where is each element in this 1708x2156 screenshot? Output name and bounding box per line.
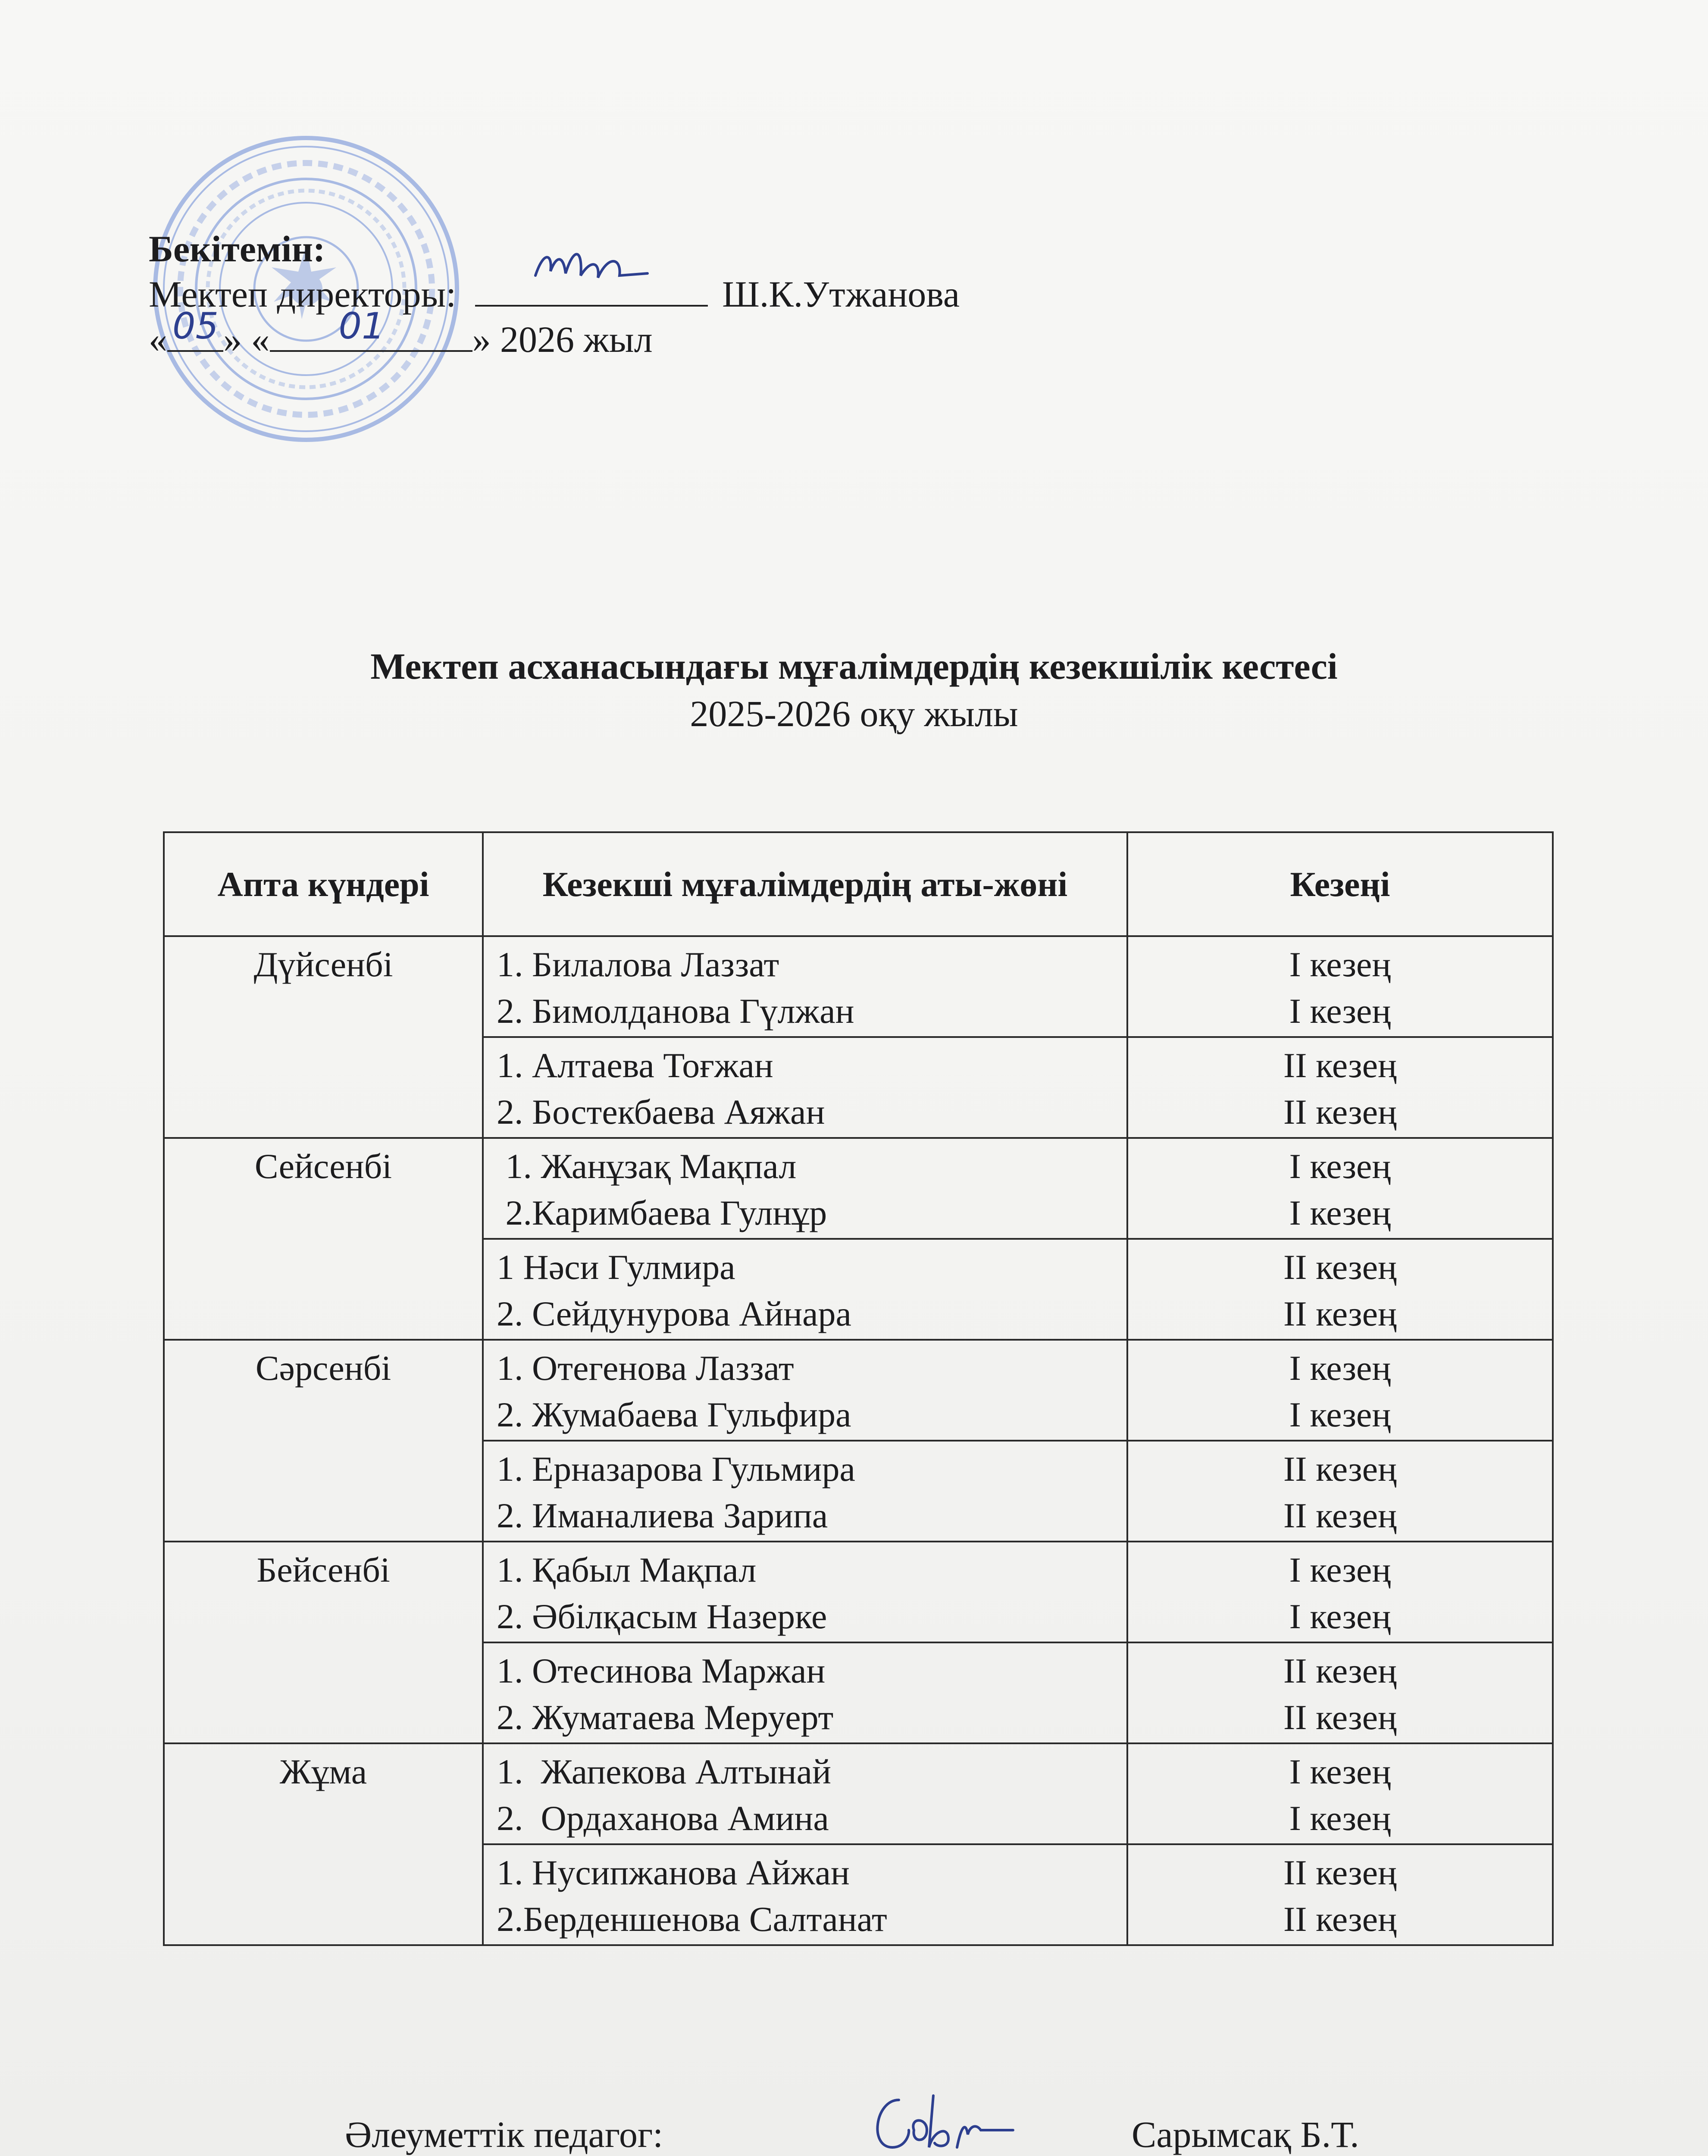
period-cell: [1127, 1340, 1553, 1441]
period-label: ІІ кезең: [1283, 1092, 1397, 1131]
period-cell: [1127, 1542, 1553, 1642]
weekday-cell: Дүйсенбі: [164, 936, 483, 1138]
approval-block: [149, 226, 960, 362]
period-label: ІІ кезең: [1283, 1294, 1397, 1333]
weekday-cell: Сейсенбі: [164, 1138, 483, 1340]
teacher-name: 1. Алтаева Тоғжан: [497, 1046, 773, 1085]
period-cell: [1127, 1239, 1553, 1340]
period-label: ІІ кезең: [1283, 1247, 1397, 1287]
director-name: Ш.К.Утжанова: [722, 273, 960, 315]
teacher-name: 2. Жумабаева Гульфира: [497, 1395, 851, 1434]
period-label: ІІ кезең: [1283, 1853, 1397, 1892]
period-label: І кезең: [1289, 945, 1391, 984]
period-label: ІІ кезең: [1283, 1698, 1397, 1737]
period-label: І кезең: [1289, 1193, 1391, 1232]
footer-name: Сарымсақ Б.Т.: [1132, 2114, 1359, 2155]
period-label: ІІ кезең: [1283, 1899, 1397, 1939]
signature-blank: [475, 271, 708, 307]
director-signature: [527, 237, 656, 293]
teacher-name: 2.Каримбаева Гулнұр: [497, 1193, 827, 1232]
period-cell: [1127, 1441, 1553, 1542]
teacher-names-cell: [483, 1037, 1127, 1138]
header-teachers: Кезекші мұғалімдердің аты-жөні: [483, 832, 1127, 936]
header-weekdays: Апта күндері: [164, 832, 483, 936]
teacher-name: 1 Нәси Гулмира: [497, 1247, 735, 1287]
footer-role: Әлеуметтік педагог:: [345, 2114, 663, 2155]
teacher-names-cell: [483, 1441, 1127, 1542]
period-label: ІІ кезең: [1283, 1046, 1397, 1085]
period-label: І кезең: [1289, 1395, 1391, 1434]
day-handwritten: 05: [172, 305, 219, 347]
teacher-name: 1. Қабыл Мақпал: [497, 1550, 757, 1589]
teacher-name: 2. Ордаханова Амина: [497, 1799, 829, 1838]
table-row: [164, 936, 1553, 1037]
teacher-names-cell: [483, 1340, 1127, 1441]
title-line-2: 2025-2026 оқу жылы: [690, 693, 1018, 734]
teacher-name: 2. Жуматаева Меруерт: [497, 1698, 834, 1737]
pedagog-signature: [858, 2083, 1022, 2156]
teacher-name: 1. Ерназарова Гульмира: [497, 1449, 855, 1489]
period-label: І кезең: [1289, 1147, 1391, 1186]
teacher-name: 1. Отегенова Лаззат: [497, 1348, 794, 1388]
period-label: І кезең: [1289, 1752, 1391, 1791]
teacher-names-cell: [483, 1743, 1127, 1844]
year-text: » 2026 жыл: [472, 319, 653, 360]
teacher-names-cell: [483, 1542, 1127, 1642]
period-label: І кезең: [1289, 1550, 1391, 1589]
table-header-row: [164, 832, 1553, 936]
period-label: І кезең: [1289, 991, 1391, 1031]
teacher-names-cell: [483, 1138, 1127, 1239]
title-line-1: Мектеп асханасындағы мұғалімдердің кезекшілік кестесі: [370, 646, 1338, 687]
table-row: [164, 1138, 1553, 1239]
day-blank: [167, 305, 223, 352]
month-blank: [270, 305, 472, 352]
date-line: [149, 305, 960, 362]
teacher-name: 2. Иманалиева Зарипа: [497, 1496, 828, 1535]
teacher-names-cell: [483, 1239, 1127, 1340]
date-open-quote: «: [149, 319, 167, 360]
teacher-name: 2. Сейдунурова Айнара: [497, 1294, 851, 1333]
teacher-names-cell: [483, 936, 1127, 1037]
teacher-names-cell: [483, 1844, 1127, 1945]
month-handwritten: 01: [338, 305, 385, 347]
teacher-name: 1. Билалова Лаззат: [497, 945, 779, 984]
teacher-name: 2. Бимолданова Гүлжан: [497, 991, 854, 1031]
table-row: [164, 1542, 1553, 1642]
period-label: ІІ кезең: [1283, 1651, 1397, 1690]
table-row: [164, 1340, 1553, 1441]
teacher-name: 1. Отесинова Маржан: [497, 1651, 826, 1690]
period-cell: [1127, 936, 1553, 1037]
teacher-name: 1. Нусипжанова Айжан: [497, 1853, 850, 1892]
period-cell: [1127, 1037, 1553, 1138]
table-row: [164, 1743, 1553, 1844]
weekday-cell: Бейсенбі: [164, 1542, 483, 1743]
teacher-name: 1. Жанұзақ Мақпал: [497, 1147, 797, 1186]
teacher-name: 2. Әбілқасым Назерке: [497, 1597, 827, 1636]
period-cell: [1127, 1844, 1553, 1945]
date-between-quotes: » «: [223, 319, 270, 360]
teacher-name: 1. Жапекова Алтынай: [497, 1752, 831, 1791]
teacher-name: 2. Бостекбаева Аяжан: [497, 1092, 825, 1131]
director-line: [149, 271, 960, 317]
duty-schedule-table: [163, 831, 1554, 1946]
period-cell: [1127, 1642, 1553, 1743]
weekday-cell: Жұма: [164, 1743, 483, 1945]
weekday-cell: Сәрсенбі: [164, 1340, 483, 1542]
header-period: Кезеңі: [1127, 832, 1553, 936]
period-cell: [1127, 1743, 1553, 1844]
period-label: І кезең: [1289, 1348, 1391, 1388]
document-title: [0, 642, 1708, 737]
director-label: Мектеп директоры:: [149, 273, 457, 315]
period-label: І кезең: [1289, 1799, 1391, 1838]
period-label: ІІ кезең: [1283, 1496, 1397, 1535]
teacher-name: 2.Берденшенова Салтанат: [497, 1899, 887, 1939]
period-cell: [1127, 1138, 1553, 1239]
teacher-names-cell: [483, 1642, 1127, 1743]
period-label: ІІ кезең: [1283, 1449, 1397, 1489]
period-label: І кезең: [1289, 1597, 1391, 1636]
approval-heading: Бекітемін:: [149, 228, 325, 270]
